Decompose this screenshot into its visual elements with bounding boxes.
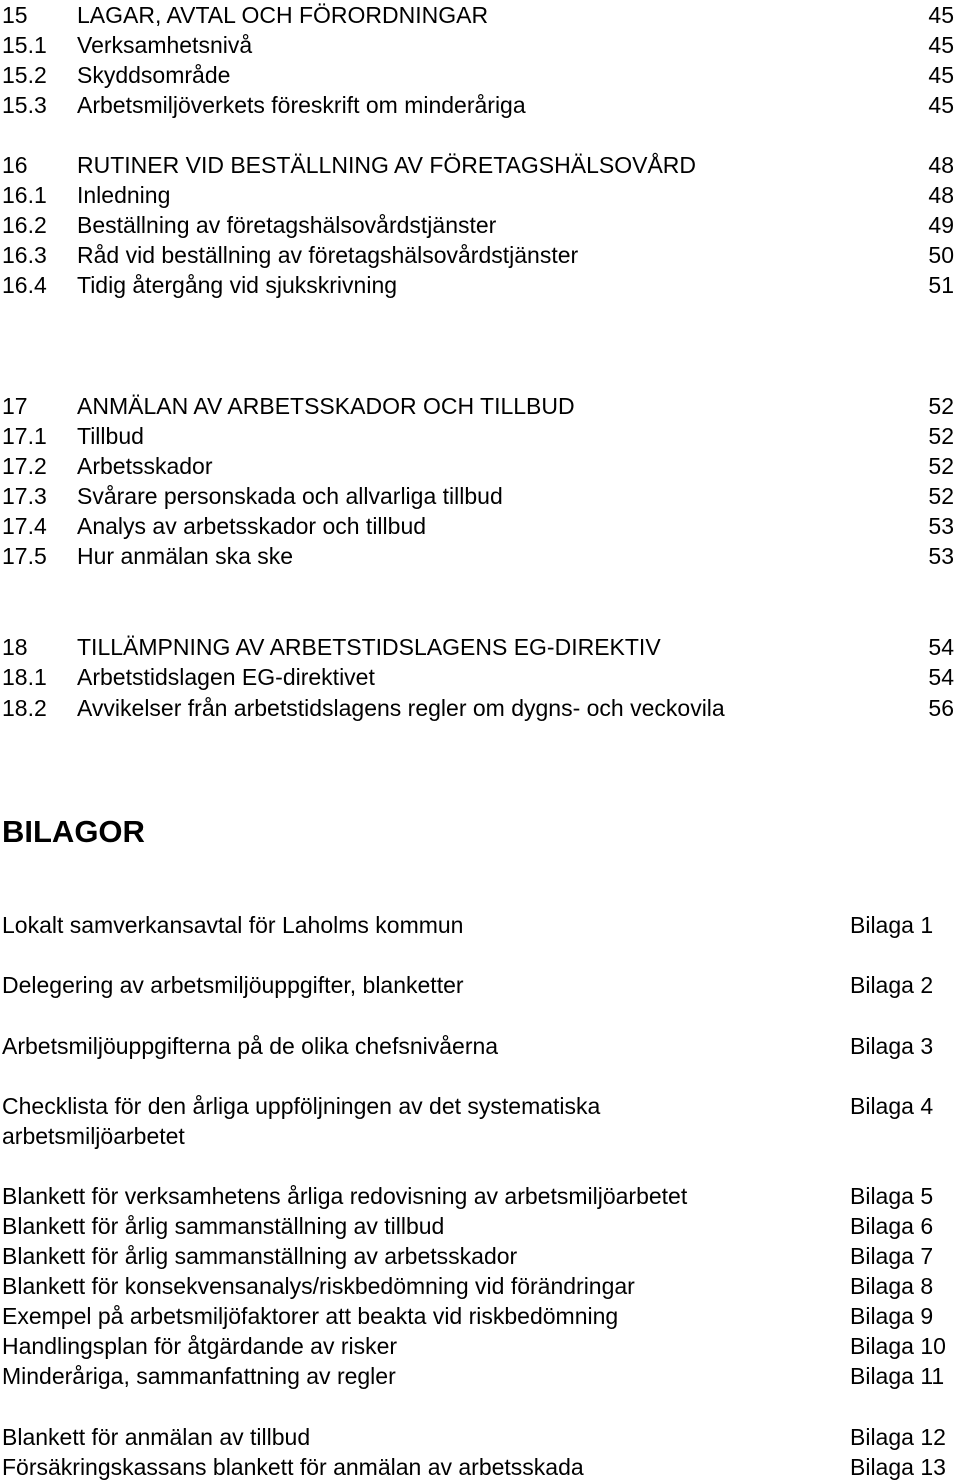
bilaga-title: Blankett för årlig sammanställning av arbetsskador [2,1243,518,1269]
bilaga-label: Bilaga 11 [850,1363,945,1389]
toc-entry[interactable] [0,270,960,300]
toc-entry[interactable] [0,693,960,723]
bilaga-title: Handlingsplan för åtgärdande av risker [2,1333,398,1359]
bilaga-label: Bilaga 12 [850,1424,946,1450]
bilaga-entry[interactable] [0,1422,960,1452]
toc-title: Inledning [77,182,171,208]
bilaga-entry[interactable] [0,1331,960,1361]
toc-entry[interactable] [0,30,960,60]
toc-number: 15 [2,2,28,28]
bilaga-entry[interactable] [0,1211,960,1241]
toc-number: 15.1 [2,32,47,58]
bilaga-title: Blankett för verksamhetens årliga redovisning av arbetsmiljöarbetet [2,1183,688,1209]
toc-number: 17.4 [2,513,47,539]
toc-entry[interactable] [0,210,960,240]
toc-page-number: 45 [928,2,954,28]
toc-title: Analys av arbetsskador och tillbud [77,513,427,539]
bilaga-label: Bilaga 7 [850,1243,934,1269]
toc-entry[interactable] [0,90,960,120]
bilaga-entry[interactable] [0,970,960,1000]
toc-title: Råd vid beställning av företagshälsovårdstjänster [77,242,579,268]
bilaga-title: Minderåriga, sammanfattning av regler [2,1363,396,1389]
bilaga-entry[interactable] [0,1241,960,1271]
toc-number: 16.2 [2,212,47,238]
toc-title: Verksamhetsnivå [77,32,253,58]
bilaga-entry[interactable] [0,1181,960,1211]
bilaga-entry[interactable] [0,1091,960,1151]
toc-title: ANMÄLAN AV ARBETSSKADOR OCH TILLBUD [77,393,575,419]
toc-number: 17.2 [2,453,47,479]
toc-title: Arbetstidslagen EG-direktivet [77,664,375,690]
bilaga-label: Bilaga 5 [850,1183,934,1209]
toc-title: TILLÄMPNING AV ARBETSTIDSLAGENS EG-DIREKTIV [77,634,661,660]
toc-number: 18.1 [2,664,47,690]
toc-entry[interactable] [0,541,960,571]
toc-page-number: 56 [928,695,954,721]
toc-entry[interactable] [0,391,960,421]
bilaga-label: Bilaga 4 [850,1093,934,1119]
toc-title: Tidig återgång vid sjukskrivning [77,272,398,298]
toc-entry[interactable] [0,150,960,180]
toc-entry[interactable] [0,511,960,541]
bilaga-entry[interactable] [0,1271,960,1301]
toc-page-number: 52 [928,423,954,449]
toc-page-number: 53 [928,543,954,569]
bilaga-title: Delegering av arbetsmiljöuppgifter, blanketter [2,972,464,998]
toc-page-number: 45 [928,32,954,58]
toc-number: 18 [2,634,28,660]
toc-number: 15.2 [2,62,47,88]
toc-title: LAGAR, AVTAL OCH FÖRORDNINGAR [77,2,489,28]
toc-number: 18.2 [2,695,47,721]
toc-page-number: 45 [928,92,954,118]
toc-title: Skyddsområde [77,62,231,88]
bilaga-label: Bilaga 9 [850,1303,934,1329]
bilaga-entry[interactable] [0,1301,960,1331]
toc-number: 17.3 [2,483,47,509]
bilaga-label: Bilaga 6 [850,1213,934,1239]
toc-title: Avvikelser från arbetstidslagens regler om dygns- och veckovila [77,695,725,721]
toc-entry[interactable] [0,60,960,90]
toc-page-number: 49 [928,212,954,238]
bilaga-title: Blankett för årlig sammanställning av tillbud [2,1213,445,1239]
toc-title: RUTINER VID BESTÄLLNING AV FÖRETAGSHÄLSOVÅRD [77,152,697,178]
toc-page-number: 48 [928,182,954,208]
bilaga-title: Lokalt samverkansavtal för Laholms kommun [2,912,464,938]
toc-number: 16.1 [2,182,47,208]
toc-title: Hur anmälan ska ske [77,543,294,569]
toc-number: 17 [2,393,28,419]
toc-number: 16.3 [2,242,47,268]
bilaga-title: Arbetsmiljöuppgifterna på de olika chefsnivåerna [2,1033,499,1059]
toc-title: Svårare personskada och allvarliga tillbud [77,483,503,509]
bilaga-entry[interactable] [0,1031,960,1061]
bilaga-entry[interactable] [0,1361,960,1391]
toc-title: Arbetsmiljöverkets föreskrift om minderåriga [77,92,526,118]
bilaga-title: Försäkringskassans blankett för anmälan av arbetsskada [2,1454,584,1480]
toc-page-number: 53 [928,513,954,539]
bilaga-label: Bilaga 10 [850,1333,946,1359]
toc-entry[interactable] [0,662,960,692]
bilaga-title: Exempel på arbetsmiljöfaktorer att beakta vid riskbedömning [2,1303,619,1329]
toc-page-number: 51 [928,272,954,298]
bilaga-title: Checklista för den årliga uppföljningen av det systematiska arbetsmiljöarbetet [2,1093,601,1149]
toc-page-number: 45 [928,62,954,88]
toc-title: Tillbud [77,423,144,449]
bilaga-label: Bilaga 1 [850,912,934,938]
toc-page-number: 52 [928,483,954,509]
bilaga-title: Blankett för anmälan av tillbud [2,1424,311,1450]
toc-page-number: 52 [928,453,954,479]
bilaga-label: Bilaga 13 [850,1454,946,1480]
toc-number: 16.4 [2,272,47,298]
bilaga-title: Blankett för konsekvensanalys/riskbedömning vid förändringar [2,1273,635,1299]
toc-number: 17.1 [2,423,47,449]
toc-entry[interactable] [0,451,960,481]
toc-page-number: 54 [928,664,954,690]
toc-page-number: 54 [928,634,954,660]
toc-entry[interactable] [0,0,960,30]
toc-page-number: 50 [928,242,954,268]
toc-title: Arbetsskador [77,453,213,479]
toc-entry[interactable] [0,240,960,270]
toc-entry[interactable] [0,632,960,662]
toc-entry[interactable] [0,421,960,451]
bilagor-heading: BILAGOR [2,814,145,849]
toc-entry[interactable] [0,481,960,511]
toc-number: 17.5 [2,543,47,569]
bilaga-entry[interactable] [0,910,960,940]
toc-number: 15.3 [2,92,47,118]
toc-page-number: 52 [928,393,954,419]
toc-number: 16 [2,152,28,178]
bilaga-label: Bilaga 2 [850,972,934,998]
toc-title: Beställning av företagshälsovårdstjänster [77,212,497,238]
toc-entry[interactable] [0,180,960,210]
bilaga-entry[interactable] [0,1452,960,1482]
bilaga-label: Bilaga 8 [850,1273,934,1299]
bilaga-label: Bilaga 3 [850,1033,934,1059]
toc-page-number: 48 [928,152,954,178]
